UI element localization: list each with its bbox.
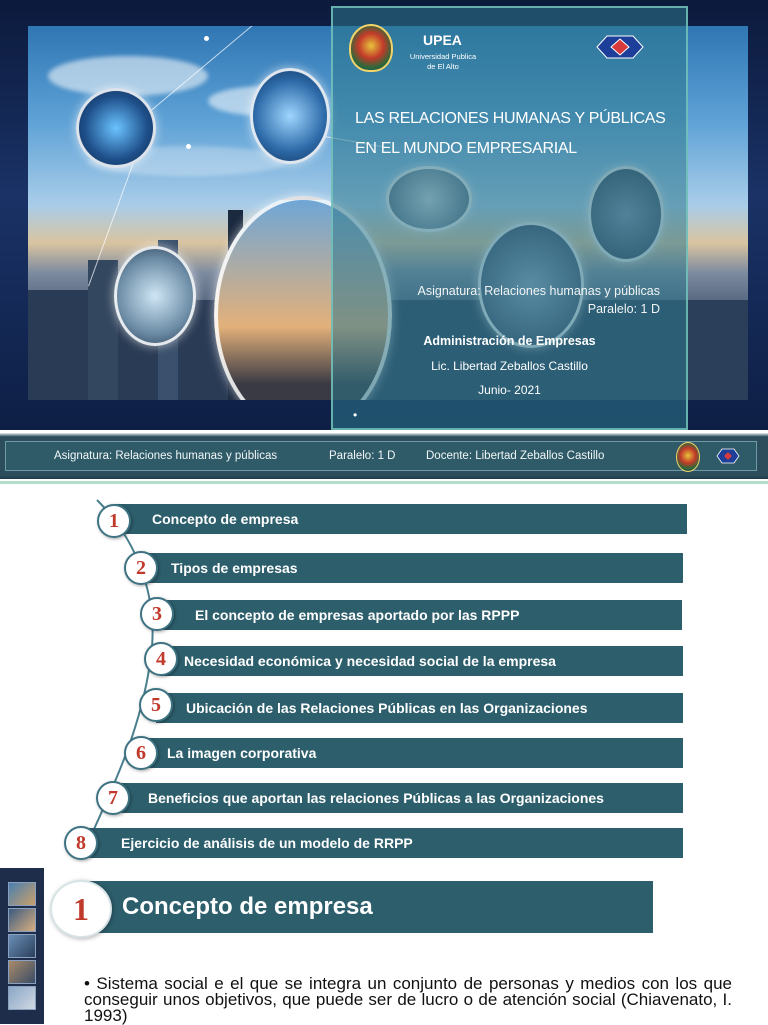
agenda-item-5[interactable]: Ubicación de las Relaciones Públicas en las Organizaciones bbox=[156, 693, 683, 723]
agenda-item-8[interactable]: Ejercicio de análisis de un modelo de RRPP bbox=[84, 828, 683, 858]
upea-seal-logo bbox=[349, 24, 393, 72]
agenda-number-1: 1 bbox=[97, 504, 131, 538]
agenda-slide bbox=[0, 433, 768, 866]
presentation-title: LAS RELACIONES HUMANAS Y PÚBLICAS EN EL MUNDO EMPRESARIAL bbox=[355, 110, 666, 157]
agenda-number-5: 5 bbox=[139, 688, 173, 722]
agenda-item-7[interactable]: Beneficios que aportan las relaciones Públicas a las Organizaciones bbox=[113, 783, 683, 813]
agenda-number-6: 6 bbox=[124, 736, 158, 770]
agenda-item-2[interactable]: Tipos de empresas bbox=[140, 553, 683, 583]
agenda-item-6[interactable]: La imagen corporativa bbox=[140, 738, 683, 768]
date-text: Junio- 2021 bbox=[478, 383, 541, 397]
image-strip bbox=[0, 868, 44, 1024]
career-logo bbox=[593, 32, 647, 62]
university-acronym: UPEA bbox=[423, 32, 462, 48]
section-number: 1 bbox=[50, 880, 112, 938]
header-teacher: Docente: Libertad Zeballos Castillo bbox=[426, 450, 605, 462]
university-name: Universidad Publica de El Alto bbox=[409, 52, 477, 71]
title-panel bbox=[331, 6, 688, 430]
agenda-number-2: 2 bbox=[124, 551, 158, 585]
person-bubble-icon bbox=[114, 246, 196, 346]
header-subject: Asignatura: Relaciones humanas y públicas bbox=[54, 450, 278, 462]
agenda-item-3[interactable]: El concepto de empresas aportado por las RPPP bbox=[155, 600, 682, 630]
agenda-item-1[interactable]: Concepto de empresa bbox=[113, 504, 687, 534]
agenda-number-7: 7 bbox=[96, 781, 130, 815]
agenda-item-4[interactable]: Necesidad económica y necesidad social de la empresa bbox=[160, 646, 683, 676]
teacher-name: Lic. Libertad Zeballos Castillo bbox=[431, 359, 588, 373]
concept-slide bbox=[0, 868, 768, 1024]
concept-definition: • Sistema social e el que se integra un conjunto de personas y medios con los que conseguir unos objetivos, que puede ser de lucro o de atención social (Chiavenato, I. 1993) bbox=[84, 974, 732, 1025]
career-name: Administración de Empresas bbox=[423, 334, 596, 348]
smartphone-bubble-icon bbox=[250, 68, 330, 164]
agenda-number-3: 3 bbox=[140, 597, 174, 631]
tech-bubble-icon bbox=[76, 88, 156, 168]
agenda-number-8: 8 bbox=[64, 826, 98, 860]
agenda-number-4: 4 bbox=[144, 642, 178, 676]
header-paralelo: Paralelo: 1 D bbox=[329, 450, 396, 462]
section-title-bar bbox=[80, 881, 653, 933]
subject-info: Asignatura: Relaciones humanas y públicas Paralelo: 1 D bbox=[417, 284, 660, 316]
title-slide bbox=[0, 0, 768, 430]
empty-bullet: • bbox=[353, 408, 358, 422]
section-title: Concepto de empresa bbox=[122, 893, 373, 920]
